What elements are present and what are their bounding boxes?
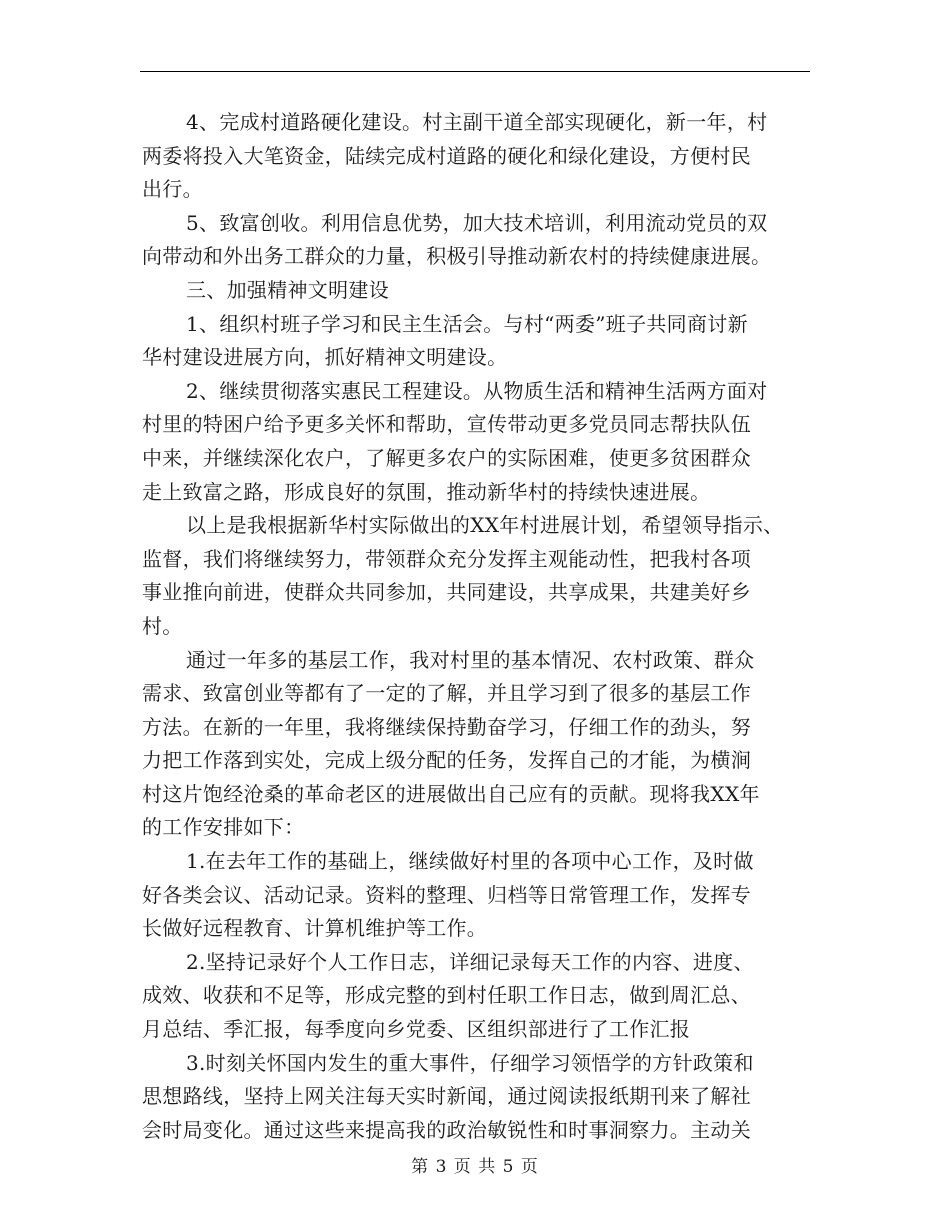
text-line: 以上是我根据新华村实际做出的XX年村进展计划，希望领导指示、 [186,513,784,538]
text-line: 监督，我们将继续努力，带领群众充分发挥主观能动性，把我村各项 [142,546,751,571]
text-line: 2、继续贯彻落实惠民工程建设。从物质生活和精神生活两方面对 [186,378,768,403]
text-line: 华村建设进展方向，抓好精神文明建设。 [142,345,508,370]
text-line: 长做好远程教育、计算机维护等工作。 [142,916,488,941]
text-line: 方法。在新的一年里，我将继续保持勤奋学习，仔细工作的劲头，努 [142,714,751,739]
text-line: 5、致富创收。利用信息优势，加大技术培训，利用流动党员的双 [186,210,768,235]
text-line: 向带动和外出务工群众的力量，积极引导推动新农村的持续健康进展。 [142,244,772,269]
text-line: 成效、收获和不足等，形成完整的到村任职工作日志，做到周汇总、 [142,983,751,1008]
text-line: 好各类会议、活动记录。资料的整理、归档等日常管理工作，发挥专 [142,882,751,907]
text-line: 需求、致富创业等都有了一定的了解，并且学习到了很多的基层工作 [142,681,751,706]
text-line: 2.坚持记录好个人工作日志，详细记录每天工作的内容、进度、 [186,949,754,974]
text-line: 三、加强精神文明建设 [186,277,389,302]
text-line: 村。 [142,613,183,638]
text-line: 村这片饱经沧桑的革命老区的进展做出自己应有的贡献。现将我XX年 [142,781,760,806]
text-line: 月总结、季汇报，每季度向乡党委、区组织部进行了工作汇报 [142,1017,691,1042]
text-line: 力把工作落到实处，完成上级分配的任务，发挥自己的才能，为横涧 [142,748,751,773]
text-line: 村里的特困户给予更多关怀和帮助，宣传带动更多党员同志帮扶队伍 [142,412,751,437]
text-line: 通过一年多的基层工作，我对村里的基本情况、农村政策、群众 [186,647,755,672]
document-body [142,106,822,1147]
text-line: 会时局变化。通过这些来提高我的政治敏锐性和时事洞察力。主动关 [142,1117,751,1142]
page-number-footer: 第 3 页 共 5 页 [411,1157,539,1177]
text-line: 事业推向前进，使群众共同参加，共同建设，共享成果，共建美好乡 [142,580,751,605]
text-line: 走上致富之路，形成良好的氛围，推动新华村的持续快速进展。 [142,479,711,504]
text-line: 思想路线，坚持上网关注每天实时新闻，通过阅读报纸期刊来了解社 [142,1084,751,1109]
text-line: 1、组织村班子学习和民主生活会。与村“两委”班子共同商讨新 [186,311,748,336]
header-rule [140,71,810,72]
text-line: 4、完成村道路硬化建设。村主副干道全部实现硬化，新一年，村 [186,110,768,134]
text-line: 中来，并继续深化农户，了解更多农户的实际困难，使更多贫困群众 [142,445,751,470]
text-line: 出行。 [142,177,203,202]
text-line: 两委将投入大笔资金，陆续完成村道路的硬化和绿化建设，方便村民 [142,143,751,168]
text-line: 的工作安排如下： [142,815,305,840]
text-line: 3.时刻关怀国内发生的重大事件，仔细学习领悟学的方针政策和 [186,1050,754,1075]
text-line: 1.在去年工作的基础上，继续做好村里的各项中心工作，及时做 [186,849,754,874]
